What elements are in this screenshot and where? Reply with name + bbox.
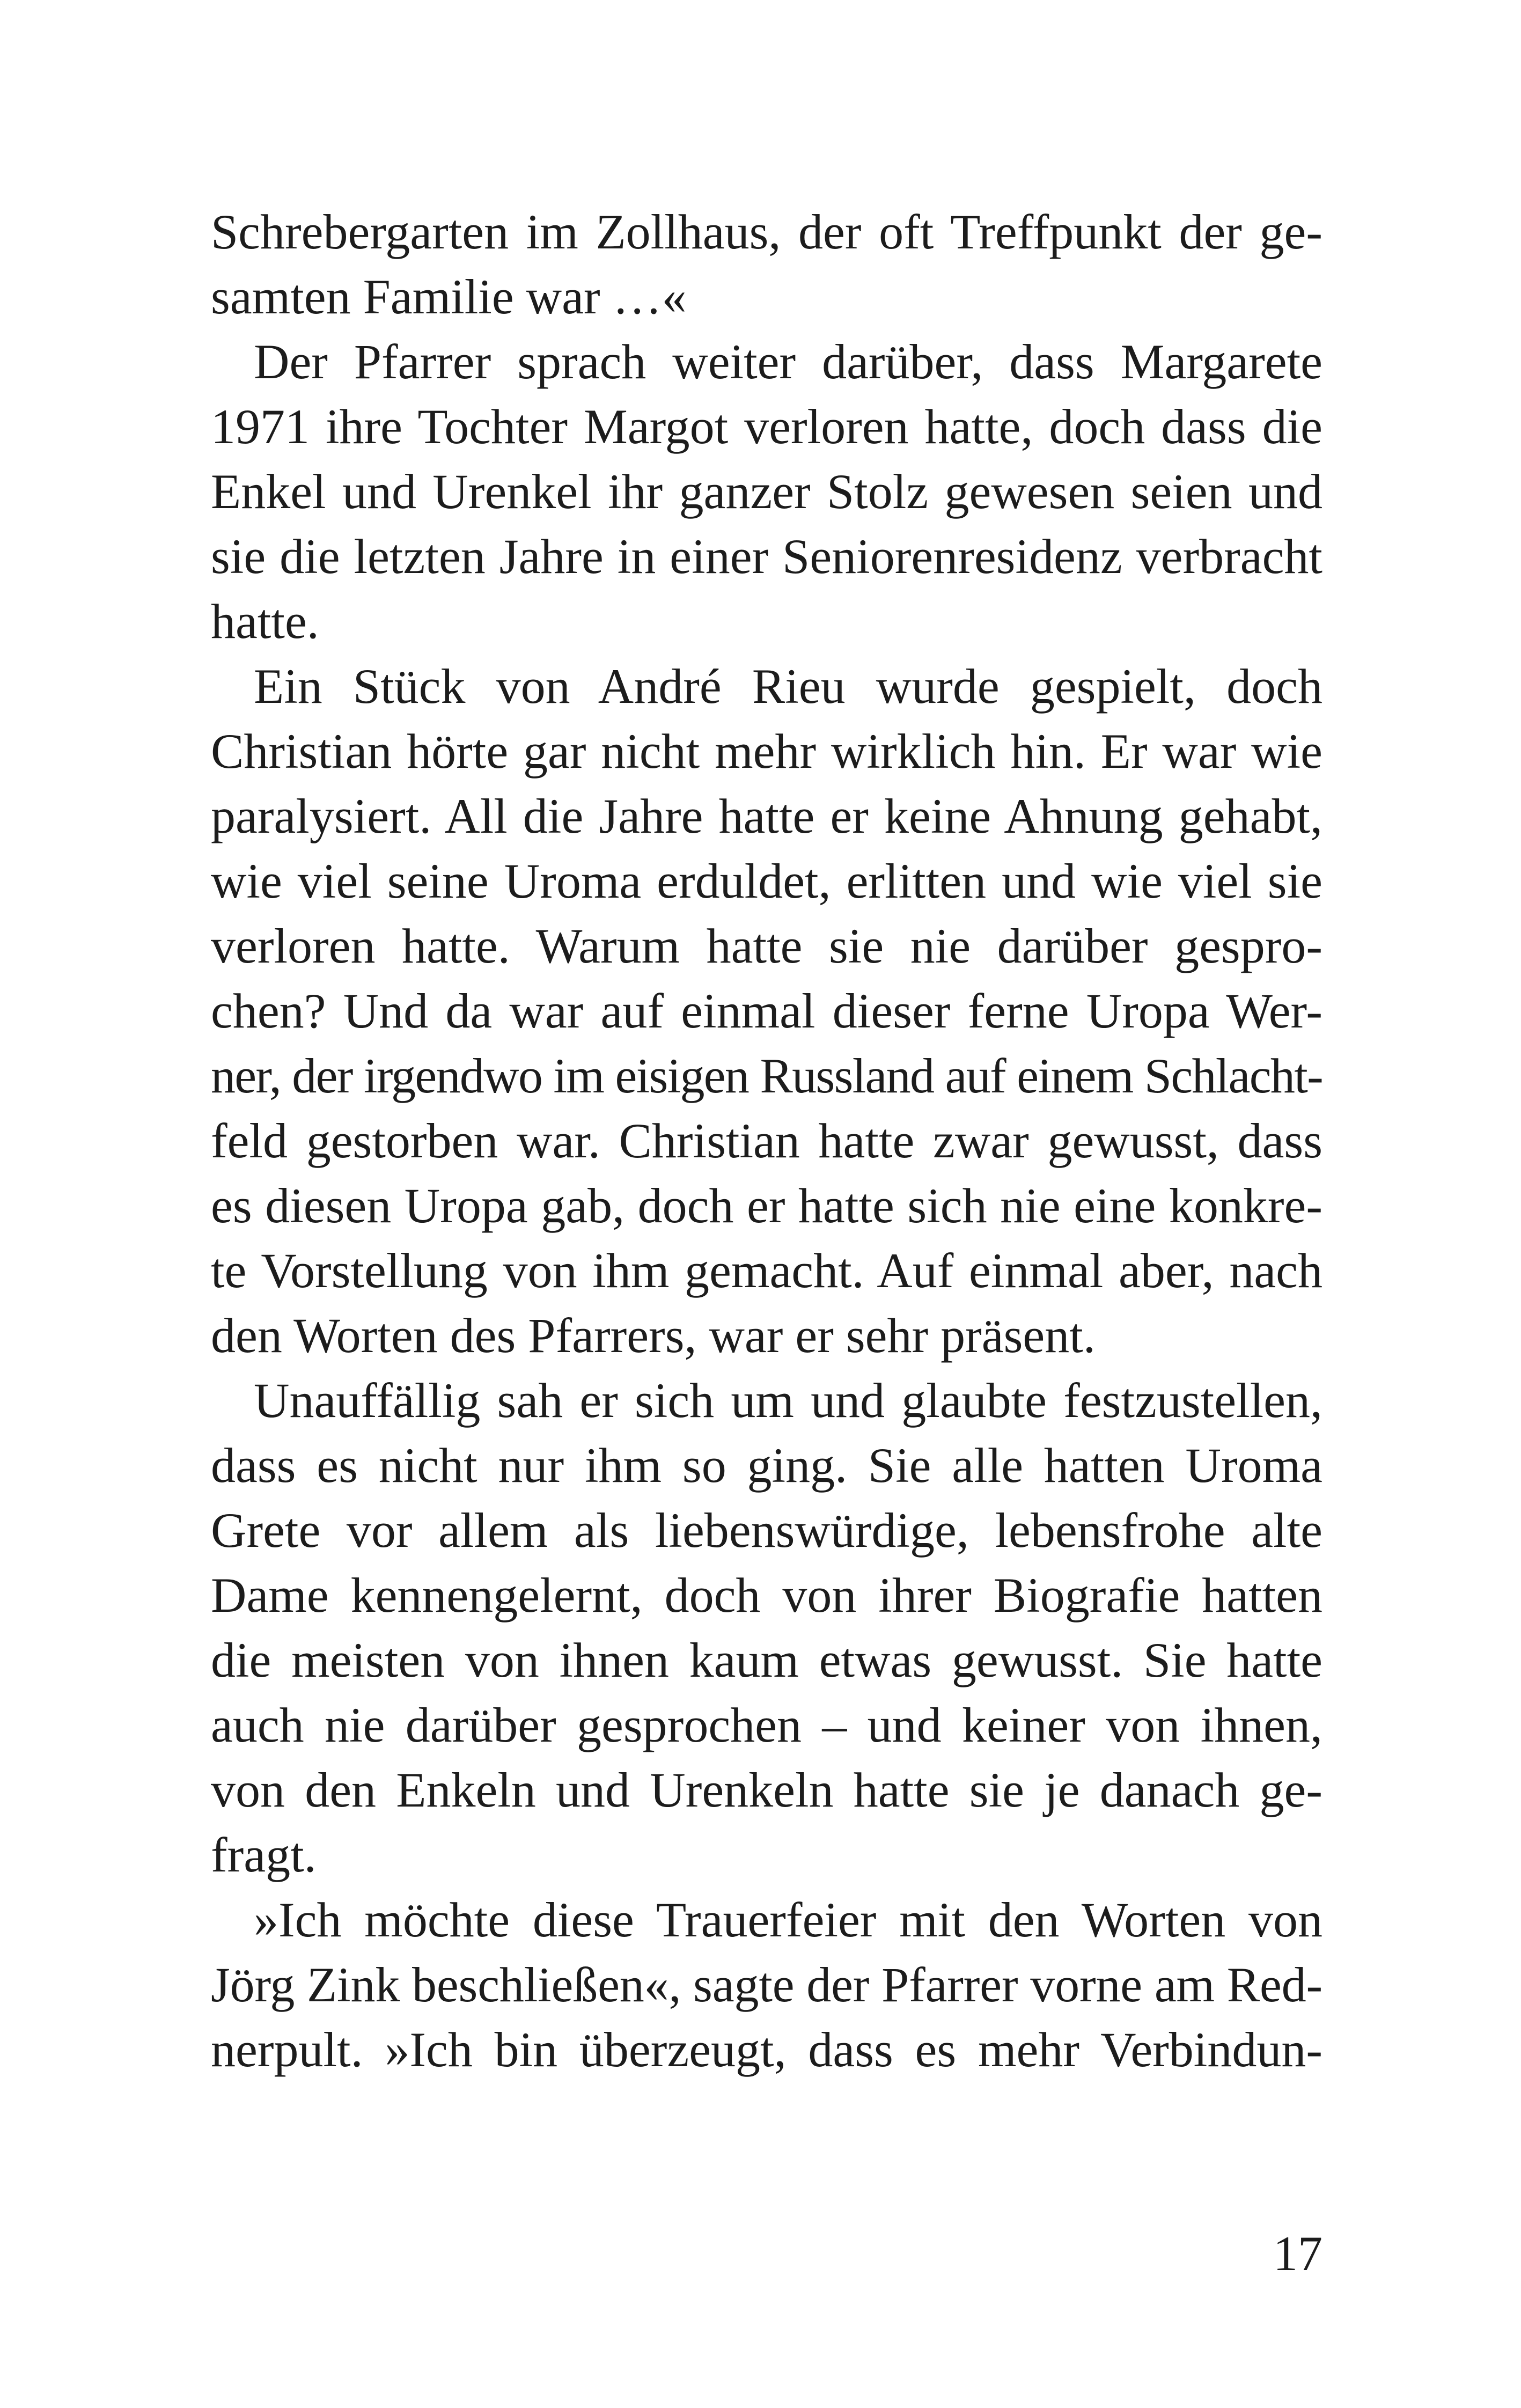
text-line: dass es nicht nur ihm so ging. Sie alle hatten Uroma: [211, 1438, 1322, 1493]
page-number: 17: [1273, 2226, 1322, 2281]
text-line: Grete vor allem als liebenswürdige, lebensfrohe alte: [211, 1503, 1322, 1558]
text-line: Schrebergarten im Zollhaus, der oft Treffpunkt der ge-: [211, 204, 1322, 259]
text-line: es diesen Uropa gab, doch er hatte sich nie eine konkre-: [211, 1178, 1322, 1233]
text-line: Ein Stück von André Rieu wurde gespielt, doch: [254, 659, 1322, 714]
text-line: chen? Und da war auf einmal dieser ferne Uropa Wer-: [211, 983, 1322, 1038]
text-line: Der Pfarrer sprach weiter darüber, dass Margarete: [254, 334, 1322, 389]
text-line: Christian hörte gar nicht mehr wirklich hin. Er war wie: [211, 724, 1322, 779]
text-line: den Worten des Pfarrers, war er sehr präsent.: [211, 1308, 1096, 1363]
text-line: Jörg Zink beschließen«, sagte der Pfarrer vorne am Red-: [211, 1957, 1322, 2012]
text-line: von den Enkeln und Urenkeln hatte sie je danach ge-: [211, 1763, 1322, 1817]
text-line: hatte.: [211, 594, 319, 649]
text-line: verloren hatte. Warum hatte sie nie darüber gespro-: [211, 919, 1322, 973]
text-line: sie die letzten Jahre in einer Seniorenresidenz verbracht: [211, 529, 1322, 584]
text-line: 1971 ihre Tochter Margot verloren hatte, doch dass die: [211, 399, 1322, 454]
body-text: [211, 200, 1322, 2082]
text-line: Unauffällig sah er sich um und glaubte festzustellen,: [254, 1373, 1322, 1428]
text-line: samten Familie war …«: [211, 269, 687, 324]
text-line: te Vorstellung von ihm gemacht. Auf einmal aber, nach: [211, 1243, 1322, 1298]
text-line: fragt.: [211, 1827, 317, 1882]
text-line: Enkel und Urenkel ihr ganzer Stolz gewesen seien und: [211, 464, 1322, 519]
text-line: »Ich möchte diese Trauerfeier mit den Worten von: [254, 1892, 1322, 1947]
text-line: wie viel seine Uroma erduldet, erlitten und wie viel sie: [211, 854, 1322, 908]
text-line: Dame kennengelernt, doch von ihrer Biografie hatten: [211, 1568, 1322, 1623]
text-line: ner, der irgendwo im eisigen Russland auf einem Schlacht-: [211, 1048, 1323, 1103]
text-line: feld gestorben war. Christian hatte zwar gewusst, dass: [211, 1113, 1322, 1168]
text-line: auch nie darüber gesprochen – und keiner von ihnen,: [211, 1698, 1322, 1752]
text-line: nerpult. »Ich bin überzeugt, dass es mehr Verbindun-: [211, 2022, 1322, 2077]
text-line: die meisten von ihnen kaum etwas gewusst. Sie hatte: [211, 1633, 1322, 1687]
text-line: paralysiert. All die Jahre hatte er keine Ahnung gehabt,: [211, 789, 1322, 843]
